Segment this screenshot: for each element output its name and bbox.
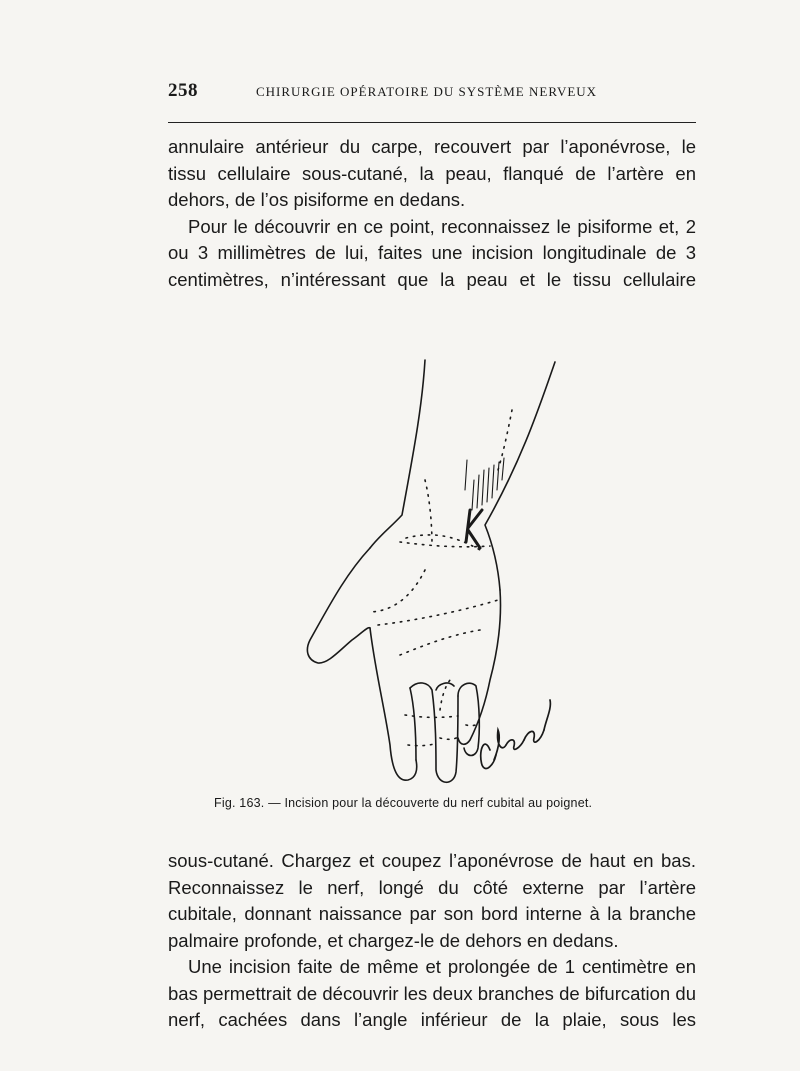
artist-signature	[481, 700, 551, 769]
body-text-bottom	[168, 848, 696, 1034]
running-head	[168, 80, 696, 104]
paragraph-continuation: annulaire antérieur du carpe, recouvert par l’aponévrose, le tissu cellulaire sous-cutané, la peau, flanqué de l’artère en dehors, de l’os pisiforme en dedans.	[168, 136, 696, 210]
figure-caption: Fig. 163. — Incision pour la découverte du nerf cubital au poignet.	[214, 796, 593, 810]
hand-illustration	[290, 350, 570, 790]
paragraph-extension: Une incision faite de même et prolongée de 1 centimètre en bas permettrait de découvrir les deux branches de bifurcation du nerf, cachées dans l’angle inférieur de la plaie, sous les	[168, 956, 696, 1030]
running-title: CHIRURGIE OPÉRATOIRE DU SYSTÈME NERVEUX	[256, 84, 598, 99]
paragraph-procedure: sous-cutané. Chargez et coupez l’aponévrose de haut en bas. Reconnaissez le nerf, longé du côté externe par l’artère cubitale, donnant naissance par son bord interne à la branche palmaire profonde, et chargez-le de dehors en dedans.	[168, 850, 696, 951]
header-rule	[168, 122, 696, 123]
body-text-top	[168, 134, 696, 293]
page-number: 258	[168, 80, 198, 101]
paragraph-incision: Pour le découvrir en ce point, reconnaissez le pisiforme et, 2 ou 3 millimètres de lui, faites une incision longitudinale de 3 centimètres, n’intéressant que la peau et le tissu cellulaire	[168, 215, 696, 290]
hand-drawing	[290, 350, 570, 790]
